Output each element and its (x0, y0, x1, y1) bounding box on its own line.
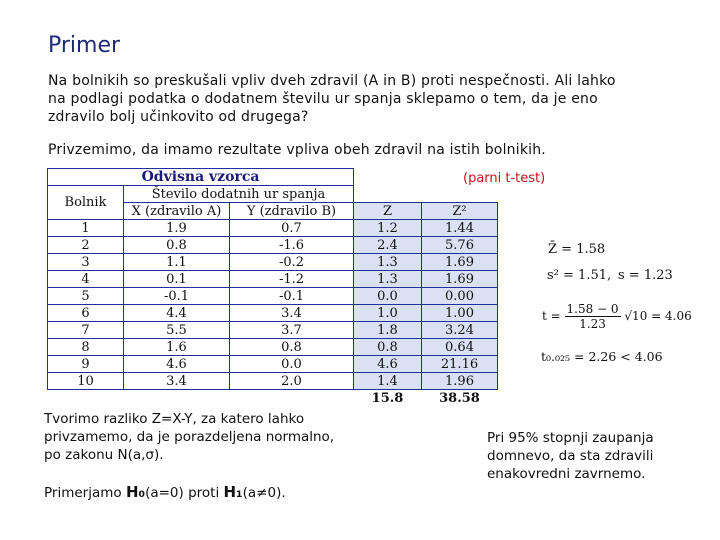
z2-value: 0.64 (422, 339, 498, 356)
y-value: 0.0 (230, 356, 354, 373)
assumption-text: Privzemimo, da imamo rezultate vpliva obeh zdravil na istih bolnikih. (48, 142, 546, 158)
col-header-patient: Bolnik (48, 186, 124, 220)
row-number: 7 (48, 322, 124, 339)
data-table (47, 168, 498, 406)
z2-value: 1.69 (422, 254, 498, 271)
h1-condition: (a≠0). (242, 485, 286, 501)
z2-value: 1.00 (422, 305, 498, 322)
y-value: 0.8 (230, 339, 354, 356)
col-header-z2: Z² (422, 203, 498, 220)
paired-test-label: (parni t-test) (463, 171, 546, 186)
table-row (48, 220, 498, 237)
row-number: 6 (48, 305, 124, 322)
t-numerator: 1.58 − 0 (566, 302, 619, 316)
table-row (48, 373, 498, 390)
z2-value: 5.76 (422, 237, 498, 254)
col-header-group: Število dodatnih ur spanja (124, 186, 354, 203)
z2-value: 21.16 (422, 356, 498, 373)
conclusion-line: Pri 95% stopnji zaupanja (487, 430, 654, 446)
variance-formula: s² = 1.51, (547, 268, 612, 283)
z-value: 0.0 (354, 288, 422, 305)
hypothesis-line (44, 483, 286, 502)
t-lhs: t = (542, 309, 561, 323)
z2-value: 1.44 (422, 220, 498, 237)
difference-line: privzamemo, da je porazdeljena normalno, (44, 429, 335, 445)
table-row (48, 254, 498, 271)
y-value: -0.1 (230, 288, 354, 305)
table-row (48, 322, 498, 339)
t-rhs: √10 = 4.06 (624, 309, 692, 323)
critical-value-formula: t₀.₀₂₅ = 2.26 < 4.06 (541, 349, 663, 364)
y-value: 0.7 (230, 220, 354, 237)
z-value: 1.0 (354, 305, 422, 322)
z-value: 0.8 (354, 339, 422, 356)
x-value: -0.1 (124, 288, 230, 305)
x-value: 0.1 (124, 271, 230, 288)
table-caption: Odvisna vzorca (48, 169, 354, 186)
x-value: 4.4 (124, 305, 230, 322)
table-row (48, 305, 498, 322)
t-statistic-formula (542, 302, 692, 331)
row-number: 1 (48, 220, 124, 237)
y-value: -1.2 (230, 271, 354, 288)
stddev-formula: s = 1.23 (618, 268, 673, 283)
z2-value: 1.96 (422, 373, 498, 390)
row-number: 3 (48, 254, 124, 271)
z-value: 1.3 (354, 271, 422, 288)
difference-note (44, 410, 334, 464)
row-number: 9 (48, 356, 124, 373)
z-value: 1.2 (354, 220, 422, 237)
hypothesis-prefix: Primerjamo (44, 485, 122, 501)
h1-symbol: H₁ (223, 483, 243, 501)
conclusion-line: enakovredni zavrnemo. (487, 466, 646, 482)
page-title: Primer (48, 33, 121, 58)
row-number: 5 (48, 288, 124, 305)
table-row (48, 288, 498, 305)
h0-condition: (a=0) proti (145, 485, 220, 501)
t-fraction (565, 302, 621, 331)
conclusion-line: domnevo, da sta zdravili (487, 448, 654, 464)
y-value: 3.7 (230, 322, 354, 339)
z-value: 1.4 (354, 373, 422, 390)
z-value: 1.3 (354, 254, 422, 271)
mean-formula: Z̄ = 1.58 (548, 242, 606, 257)
h0-symbol: H₀ (125, 483, 146, 501)
difference-line: Tvorimo razliko Z=X-Y, za katero lahko (44, 411, 305, 427)
table-row (48, 237, 498, 254)
y-value: 2.0 (230, 373, 354, 390)
x-value: 1.1 (124, 254, 230, 271)
y-value: -0.2 (230, 254, 354, 271)
table-row (48, 356, 498, 373)
t-denominator: 1.23 (579, 317, 606, 331)
sum-z: 15.8 (371, 390, 404, 406)
z-value: 4.6 (354, 356, 422, 373)
y-value: 3.4 (230, 305, 354, 322)
x-value: 0.8 (124, 237, 230, 254)
sum-z2: 38.58 (439, 390, 480, 406)
intro-line: na podlagi podatka o dodatnem številu ur spanja sklepamo o tem, da je eno (48, 91, 598, 107)
col-header-x: X (zdravilo A) (124, 203, 230, 220)
intro-paragraph (48, 72, 616, 126)
x-value: 5.5 (124, 322, 230, 339)
row-number: 10 (48, 373, 124, 390)
intro-line: zdravilo bolj učinkovito od drugega? (48, 109, 309, 125)
intro-line: Na bolnikih so preskušali vpliv dveh zdravil (A in B) proti nespečnosti. Ali lahko (48, 73, 616, 89)
difference-line: po zakonu N(a,σ). (44, 447, 164, 463)
y-value: -1.6 (230, 237, 354, 254)
table-row (48, 339, 498, 356)
col-header-y: Y (zdravilo B) (230, 203, 354, 220)
z2-value: 1.69 (422, 271, 498, 288)
x-value: 4.6 (124, 356, 230, 373)
z2-value: 0.00 (422, 288, 498, 305)
z2-value: 3.24 (422, 322, 498, 339)
row-number: 2 (48, 237, 124, 254)
col-header-z: Z (354, 203, 422, 220)
x-value: 3.4 (124, 373, 230, 390)
row-number: 8 (48, 339, 124, 356)
conclusion-note (487, 429, 654, 483)
z-value: 1.8 (354, 322, 422, 339)
z-value: 2.4 (354, 237, 422, 254)
x-value: 1.6 (124, 339, 230, 356)
table-row (48, 271, 498, 288)
row-number: 4 (48, 271, 124, 288)
x-value: 1.9 (124, 220, 230, 237)
